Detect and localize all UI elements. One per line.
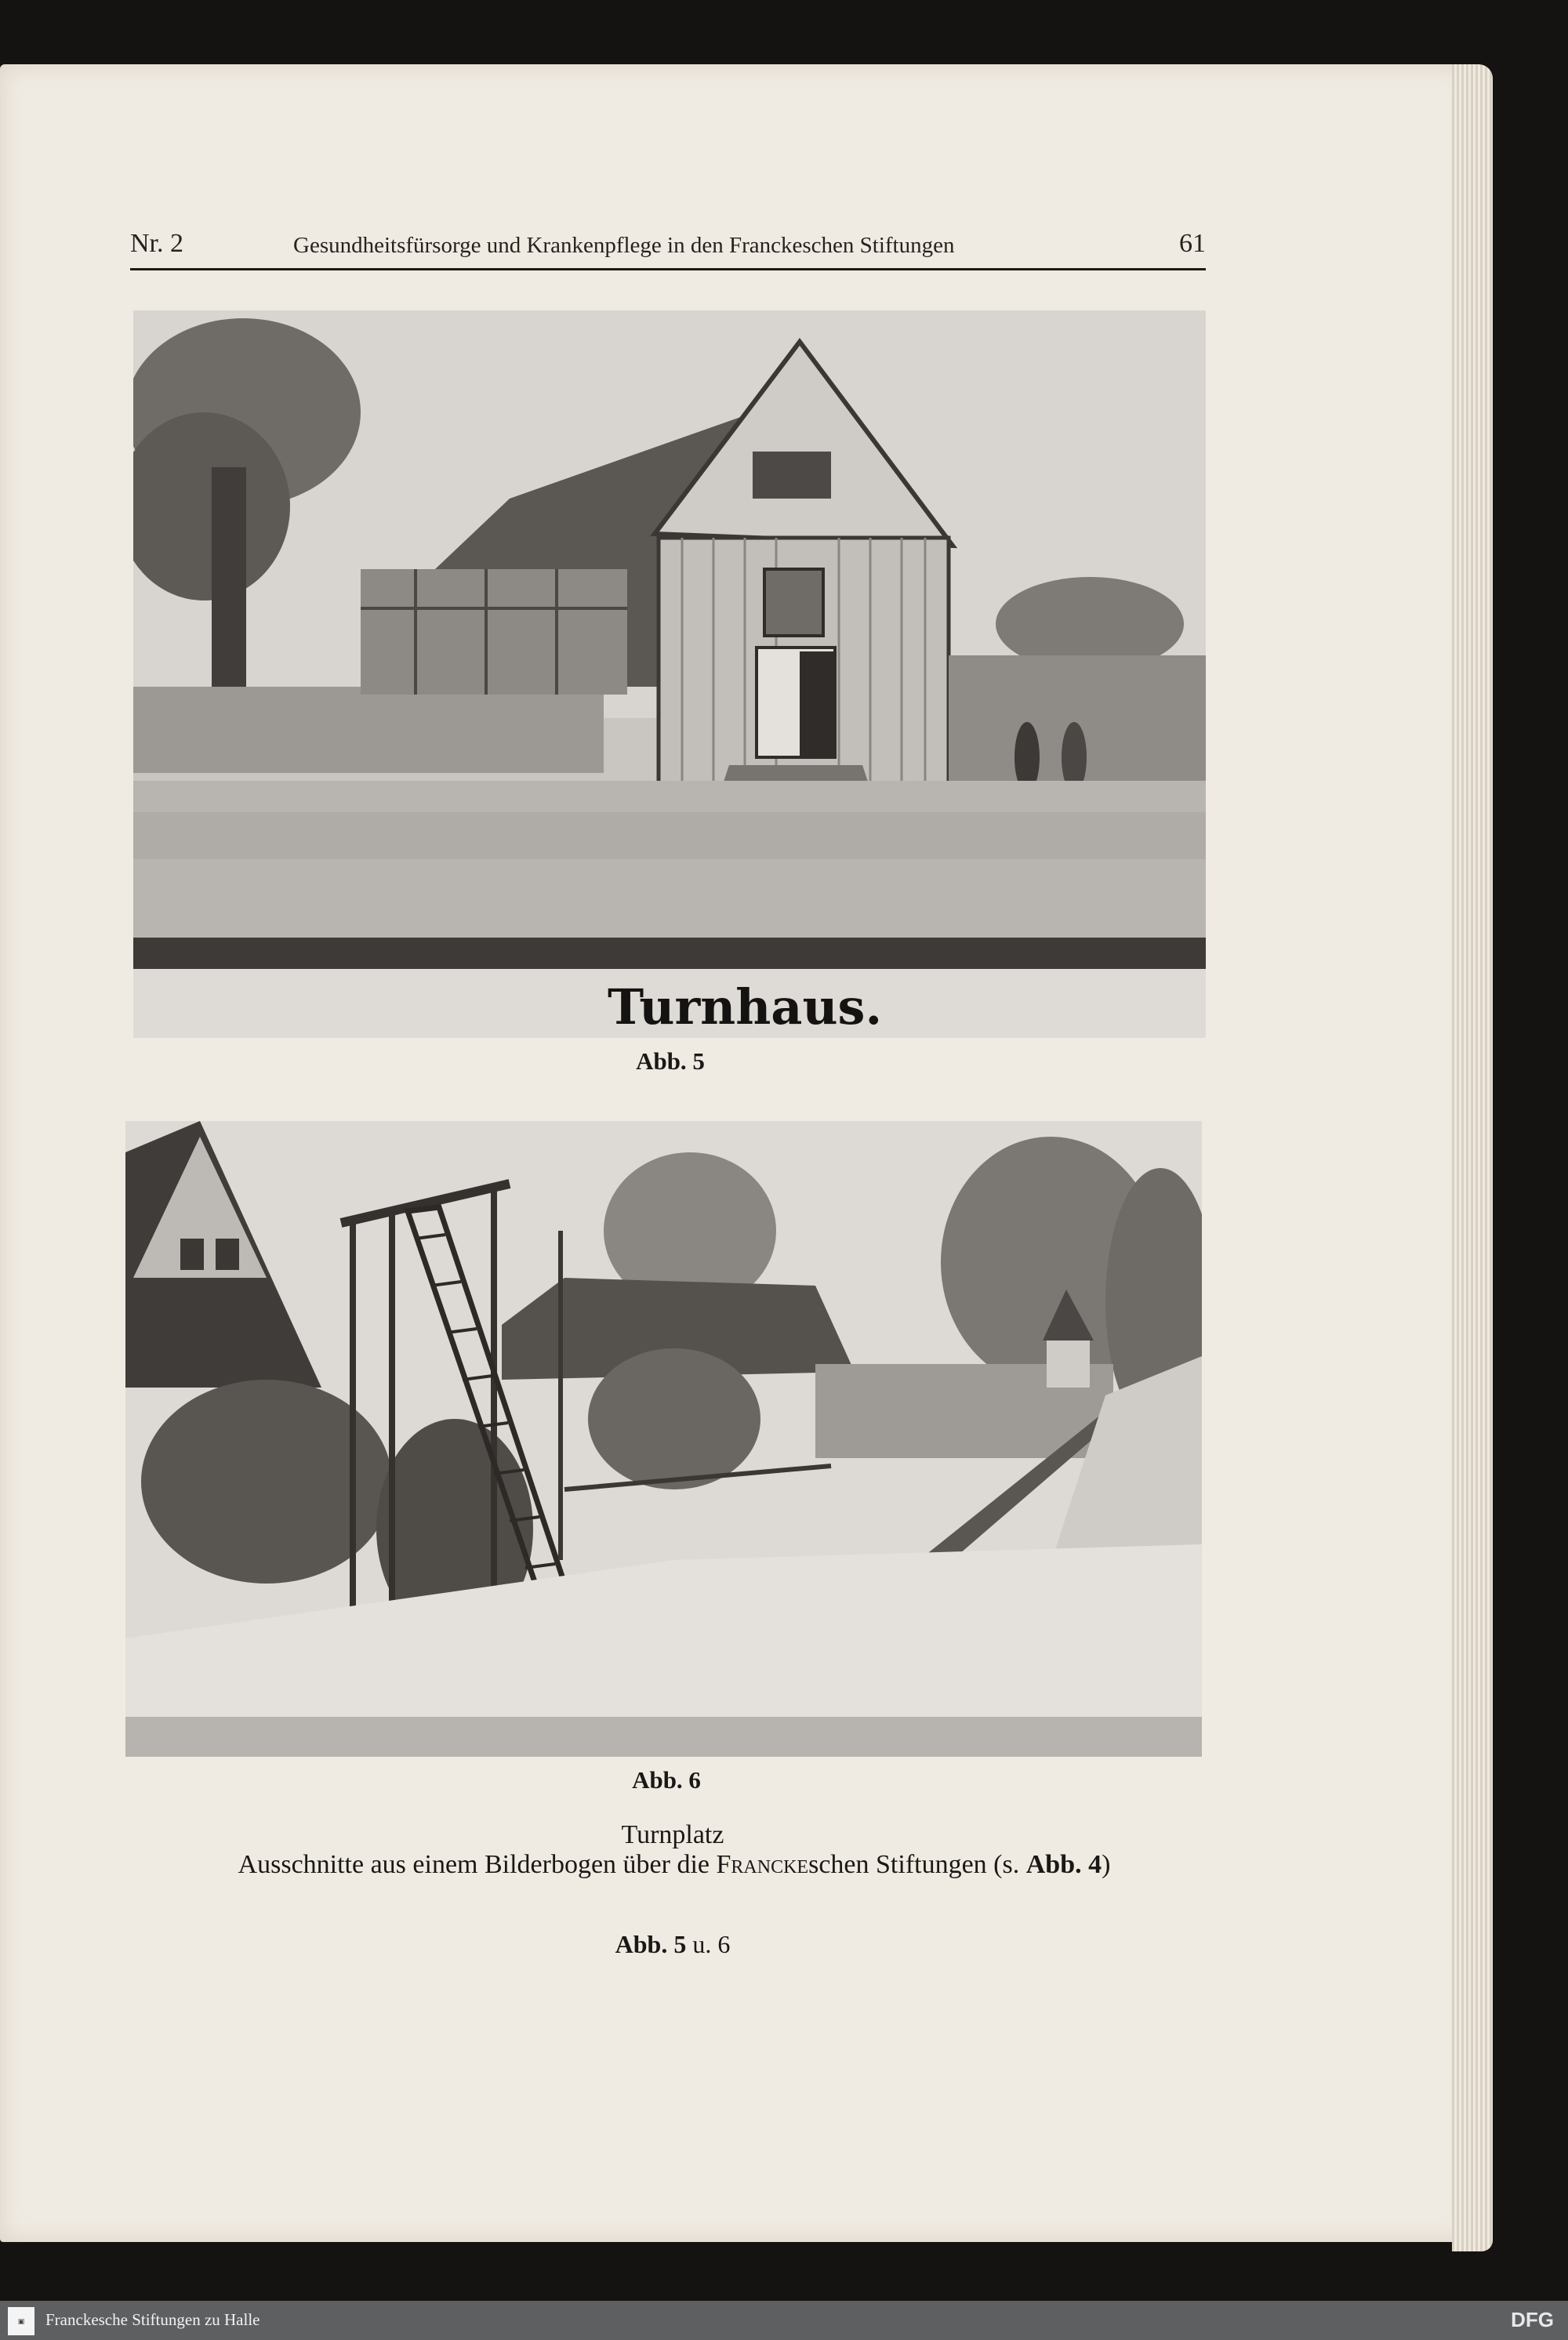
- caption-name-caps: Francke: [716, 1850, 809, 1879]
- page-edge: [1452, 64, 1493, 2251]
- viewer-footer-bar: [0, 2301, 1568, 2340]
- caption-close: ): [1102, 1850, 1111, 1879]
- caption-title: Turnplatz: [621, 1820, 724, 1849]
- caption-name-suffix: schen Stiftungen (s.: [808, 1850, 1026, 1879]
- turnhaus-title: Turnhaus.: [607, 978, 883, 1036]
- figure-ref-bold: Abb. 5: [615, 1930, 687, 1958]
- caption-ref: Abb. 4: [1025, 1850, 1102, 1879]
- footer-institution[interactable]: Franckesche Stiftungen zu Halle: [45, 2310, 260, 2329]
- turnhaus-illustration: [133, 310, 1206, 1038]
- figure-reference: [549, 1930, 797, 1959]
- running-header: [130, 229, 1206, 270]
- figure-6-label: Abb. 6: [632, 1766, 701, 1794]
- turnplatz-illustration: [125, 1121, 1202, 1757]
- issue-number: Nr. 2: [130, 229, 183, 258]
- running-title: Gesundheitsfürsorge und Krankenpflege in den Franckeschen Stiftungen: [293, 233, 955, 258]
- dfg-badge: DFG: [1511, 2308, 1554, 2331]
- figure-5-label: Abb. 5: [636, 1047, 705, 1075]
- caption-line: [141, 1850, 1207, 1880]
- figure-ref-rest: u. 6: [686, 1930, 731, 1958]
- institution-logo-icon: ▣: [8, 2307, 34, 2335]
- figure-5-image: [133, 310, 1206, 1038]
- figure-6-image: [125, 1121, 1202, 1757]
- caption-prefix: Ausschnitte aus einem Bilderbogen über die: [238, 1850, 717, 1879]
- page-number: 61: [1179, 229, 1206, 258]
